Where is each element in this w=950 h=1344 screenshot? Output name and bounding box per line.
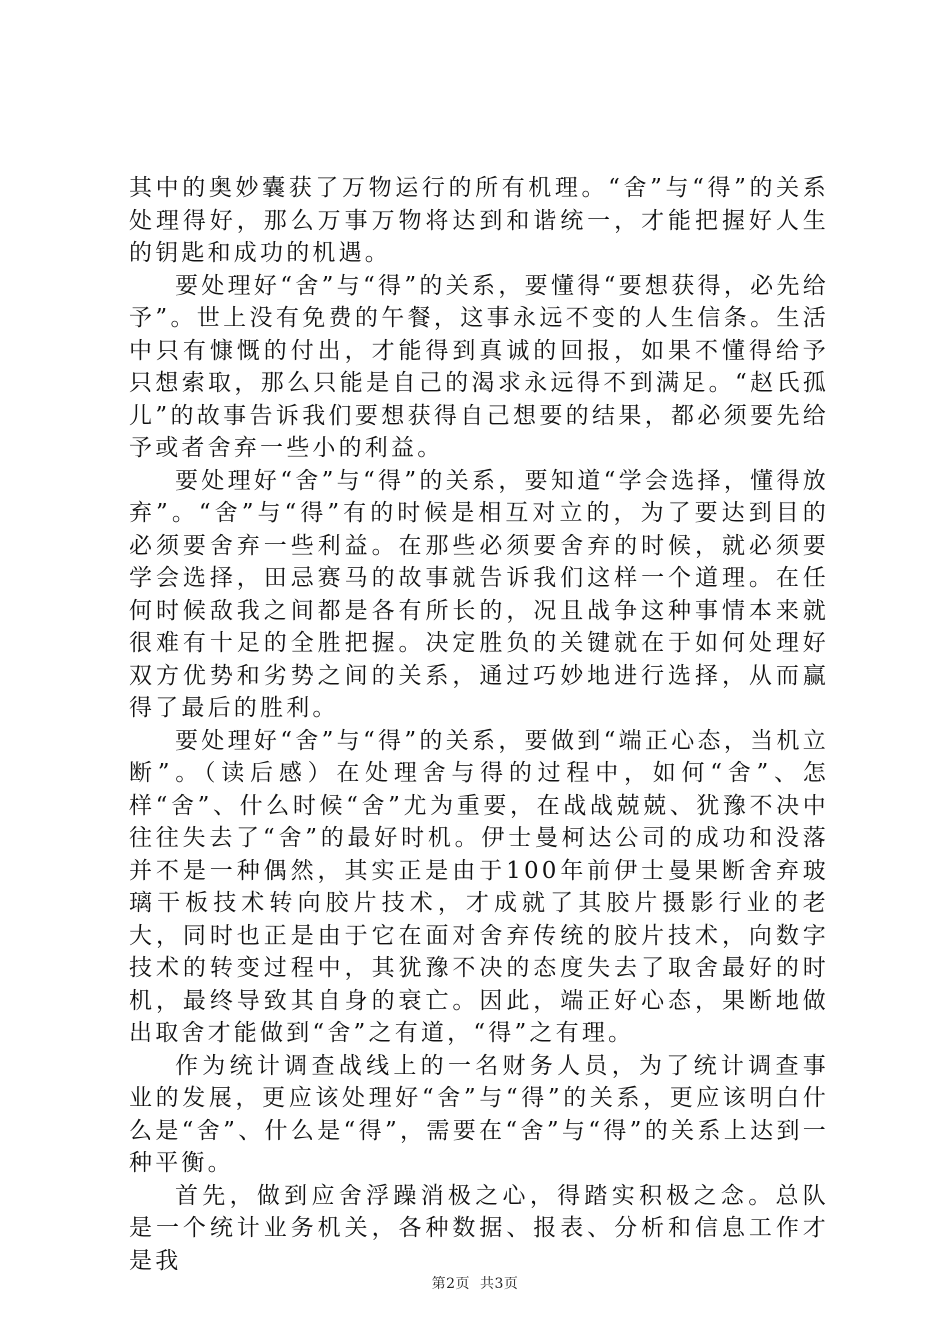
paragraph-learn-to-choose: 要处理好“舍”与“得”的关系，要知道“学会选择，懂得放弃”。“舍”与“得”有的时候是相互对立的，为了要达到目的必须要舍弃一些利益。在那些必须要舍弃的时候，就必须要学会选择，田忌赛马的故事就告诉我们这样一个道理。在任何时候敌我之间都是各有所长的，况且战争这种事情本来就很难有十足的全胜把握。决定胜负的关键就在于如何处理好双方优势和劣势之间的关系，通过巧妙地进行选择，从而赢得了最后的胜利。 — [129, 467, 829, 721]
document-body — [129, 172, 829, 1277]
page-total: 共3页 — [480, 1276, 519, 1292]
paragraph-first-point: 首先，做到应舍浮躁消极之心，得踏实积极之念。总队是一个统计业务机关，各种数据、报表、分析和信息工作才是我 — [129, 1182, 829, 1274]
paragraph-continuation: 其中的奥妙囊获了万物运行的所有机理。“舍”与“得”的关系处理得好，那么万事万物将达到和谐统一，才能把握好人生的钥匙和成功的机遇。 — [129, 175, 829, 266]
paragraph-finance-staff: 作为统计调查战线上的一名财务人员，为了统计调查事业的发展，更应该处理好“舍”与“得”的关系，更应该明白什么是“舍”、什么是“得”，需要在“舍”与“得”的关系上达到一种平衡。 — [129, 1052, 829, 1176]
paragraph-give-to-get: 要处理好“舍”与“得”的关系，要懂得“要想获得，必先给予”。世上没有免费的午餐，这事永远不变的人生信条。生活中只有慷慨的付出，才能得到真诚的回报，如果不懂得给予只想索取，那么只能是自己的渴求永远得不到满足。“赵氏孤儿”的故事告诉我们要想获得自己想要的结果，都必须要先给予或者舍弃一些小的利益。 — [129, 272, 829, 461]
page-number: 第2页 — [431, 1276, 470, 1292]
paragraph-right-attitude: 要处理好“舍”与“得”的关系，要做到“端正心态，当机立断”。（读后感）在处理舍与得的过程中，如何“舍”、怎样“舍”、什么时候“舍”尤为重要，在战战兢兢、犹豫不决中往往失去了“舍”的最好时机。伊士曼柯达公司的成功和没落并不是一种偶然，其实正是由于100年前伊士曼果断舍弃玻璃干板技术转向胶片技术，才成就了其胶片摄影行业的老大，同时也正是由于它在面对舍弃传统的胶片技术，向数字技术的转变过程中，其犹豫不决的态度失去了取舍最好的时机，最终导致其自身的衰亡。因此，端正好心态，果断地做出取舍才能做到“舍”之有道，“得”之有理。 — [129, 727, 829, 1046]
page-footer — [0, 1273, 950, 1293]
